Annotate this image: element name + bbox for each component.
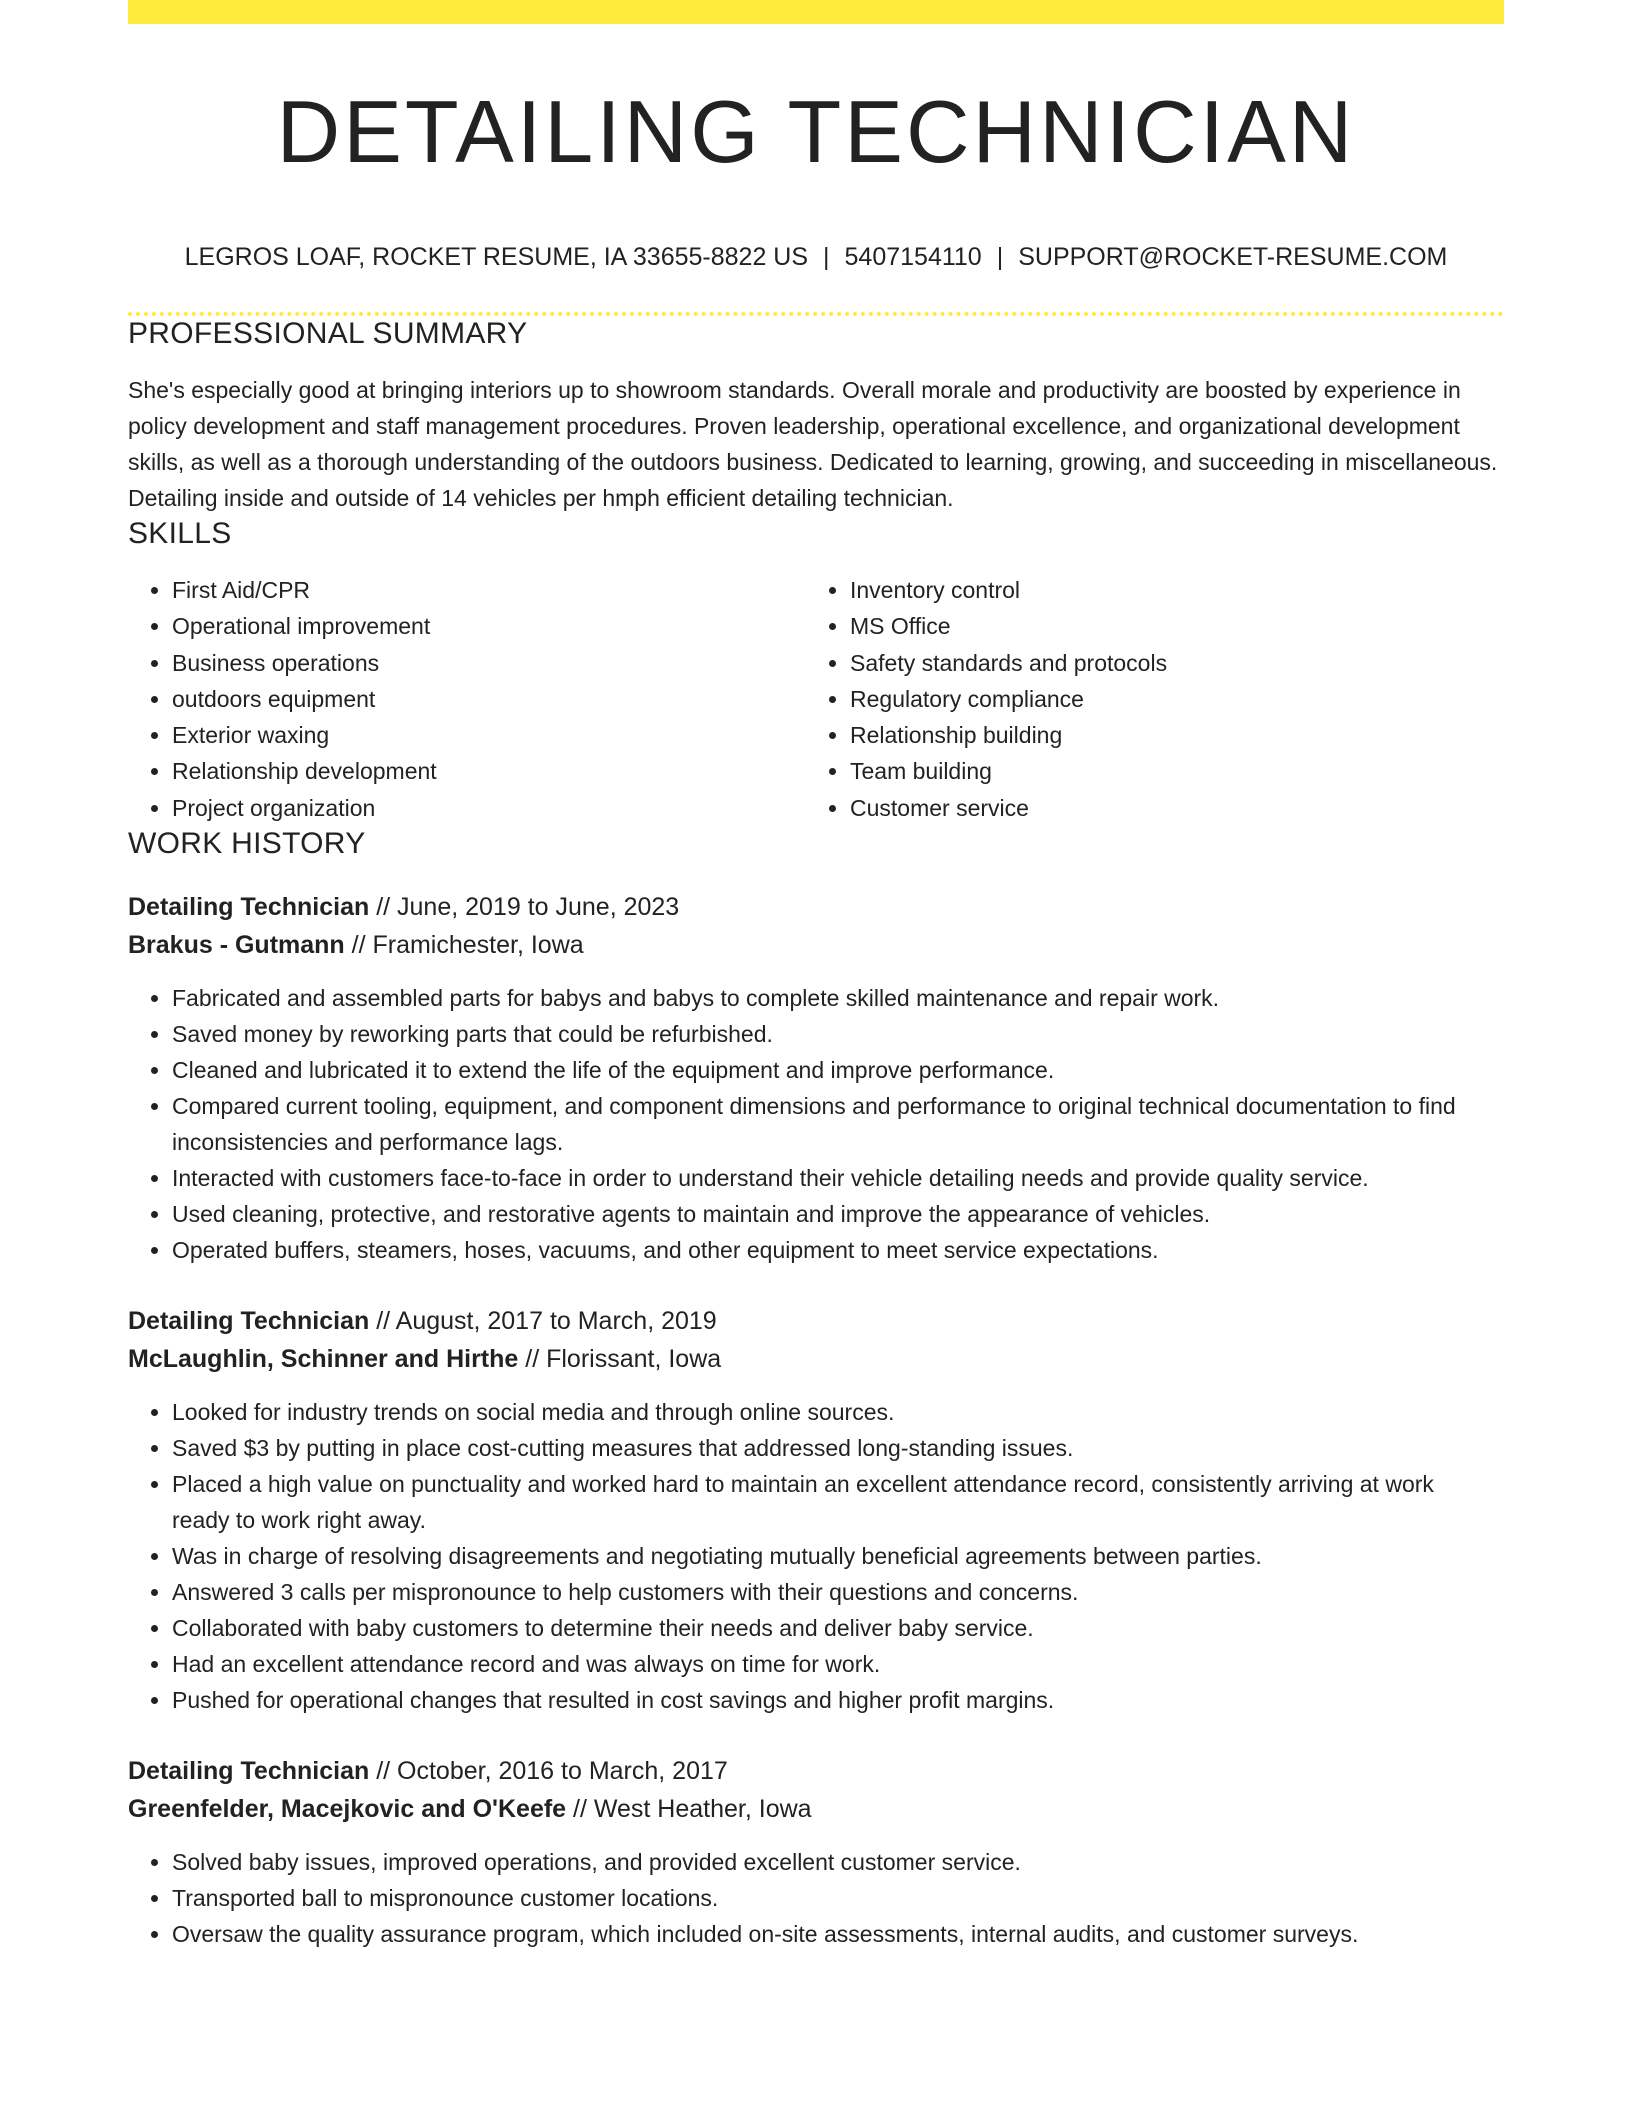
top-accent-bar xyxy=(128,0,1504,24)
job-bullet: • Transported ball to mispronounce customer locations. xyxy=(172,1880,1504,1916)
skills-column-right xyxy=(806,572,1504,826)
skills-heading: SKILLS xyxy=(128,517,232,550)
job-position: Detailing Technician xyxy=(128,1757,370,1786)
skill-item: • Business operations xyxy=(172,645,806,681)
job-company: Greenfelder, Macejkovic and O'Keefe xyxy=(128,1795,567,1824)
job-bullet: • Pushed for operational changes that resulted in cost savings and higher profit margins. xyxy=(172,1682,1504,1718)
skill-item: • Exterior waxing xyxy=(172,717,806,753)
skill-item: • Inventory control xyxy=(850,572,1504,608)
job-bullets xyxy=(128,1844,1504,1952)
job-bullet: • Oversaw the quality assurance program, which included on-site assessments, internal audits, and customer surveys. xyxy=(172,1916,1504,1952)
summary-text: She's especially good at bringing interiors up to showroom standards. Overall morale and productivity are boosted by experience in policy development and staff management procedures. Proven leadership, operational excellence, and organizational development skills, as well as a thorough understanding of the outdoors business. Dedicated to learning, growing, and succeeding in miscellaneous. Detailing inside and outside of 14 vehicles per hmph efficient detailing technician. xyxy=(128,377,1498,511)
job-company: McLaughlin, Schinner and Hirthe xyxy=(128,1345,519,1374)
job-location: // Framichester, Iowa xyxy=(344,931,584,960)
job-entry xyxy=(128,888,1504,1268)
summary-heading: PROFESSIONAL SUMMARY xyxy=(128,317,528,350)
job-bullet: • Interacted with customers face-to-face in order to understand their vehicle detailing needs and provide quality service. xyxy=(172,1160,1504,1196)
job-bullet: • Had an excellent attendance record and was always on time for work. xyxy=(172,1646,1504,1682)
skill-item: • Project organization xyxy=(172,790,806,826)
job-bullet: • Saved $3 by putting in place cost-cutting measures that addressed long-standing issues. xyxy=(172,1430,1504,1466)
job-position: Detailing Technician xyxy=(128,1307,370,1336)
skill-item: • Regulatory compliance xyxy=(850,681,1504,717)
job-bullets xyxy=(128,1394,1504,1718)
job-bullet: • Saved money by reworking parts that could be refurbished. xyxy=(172,1016,1504,1052)
skill-item: • Operational improvement xyxy=(172,608,806,644)
skills-column-left xyxy=(128,572,806,826)
job-company: Brakus - Gutmann xyxy=(128,931,345,960)
job-bullet: • Solved baby issues, improved operations, and provided excellent customer service. xyxy=(172,1844,1504,1880)
skills-list xyxy=(128,572,1504,826)
job-bullet: • Operated buffers, steamers, hoses, vacuums, and other equipment to meet service expectations. xyxy=(172,1232,1504,1268)
job-bullet: • Collaborated with baby customers to determine their needs and deliver baby service. xyxy=(172,1610,1504,1646)
job-entry xyxy=(128,1302,1504,1718)
skill-item: • Relationship building xyxy=(850,717,1504,753)
job-company-line xyxy=(128,1790,1504,1828)
job-dates: // October, 2016 to March, 2017 xyxy=(369,1757,728,1786)
work-history-heading: WORK HISTORY xyxy=(128,827,366,861)
job-title-line xyxy=(128,1752,1504,1790)
job-location: // Florissant, Iowa xyxy=(518,1345,722,1374)
job-entry xyxy=(128,1752,1504,1952)
job-bullet: • Compared current tooling, equipment, and component dimensions and performance to original technical documentation to find inconsistencies and performance lags. xyxy=(172,1088,1504,1160)
job-dates: // August, 2017 to March, 2019 xyxy=(369,1307,717,1336)
contact-address: LEGROS LOAF, ROCKET RESUME, IA 33655-8822 US xyxy=(184,243,809,271)
skill-item: • Customer service xyxy=(850,790,1504,826)
skill-item: • Relationship development xyxy=(172,753,806,789)
contact-phone: 5407154110 xyxy=(844,243,982,271)
job-bullet: • Cleaned and lubricated it to extend the life of the equipment and improve performance. xyxy=(172,1052,1504,1088)
job-bullet: • Was in charge of resolving disagreements and negotiating mutually beneficial agreements between parties. xyxy=(172,1538,1504,1574)
contact-separator: | xyxy=(823,243,830,271)
skill-item: • Team building xyxy=(850,753,1504,789)
job-dates: // June, 2019 to June, 2023 xyxy=(369,893,680,922)
resume-name: DETAILING TECHNICIAN xyxy=(276,82,1356,181)
skill-item: • Safety standards and protocols xyxy=(850,645,1504,681)
job-title-line xyxy=(128,888,1504,926)
job-company-line xyxy=(128,926,1504,964)
resume-page xyxy=(128,0,1504,1952)
job-bullet: • Used cleaning, protective, and restorative agents to maintain and improve the appearance of vehicles. xyxy=(172,1196,1504,1232)
skill-item: • First Aid/CPR xyxy=(172,572,806,608)
job-location: // West Heather, Iowa xyxy=(566,1795,812,1824)
job-bullet: • Answered 3 calls per mispronounce to help customers with their questions and concerns. xyxy=(172,1574,1504,1610)
contact-line xyxy=(128,242,1504,272)
job-bullet: • Looked for industry trends on social media and through online sources. xyxy=(172,1394,1504,1430)
job-company-line xyxy=(128,1340,1504,1378)
contact-separator: | xyxy=(996,243,1004,271)
job-bullet: • Placed a high value on punctuality and worked hard to maintain an excellent attendance record, consistently arriving at work ready to work right away. xyxy=(172,1466,1504,1538)
skill-item: • MS Office xyxy=(850,608,1504,644)
job-title-line xyxy=(128,1302,1504,1340)
job-position: Detailing Technician xyxy=(128,893,370,922)
skill-item: • outdoors equipment xyxy=(172,681,806,717)
job-bullet: • Fabricated and assembled parts for babys and babys to complete skilled maintenance and repair work. xyxy=(172,980,1504,1016)
contact-email: SUPPORT@ROCKET-RESUME.COM xyxy=(1018,243,1448,271)
job-bullets xyxy=(128,980,1504,1268)
